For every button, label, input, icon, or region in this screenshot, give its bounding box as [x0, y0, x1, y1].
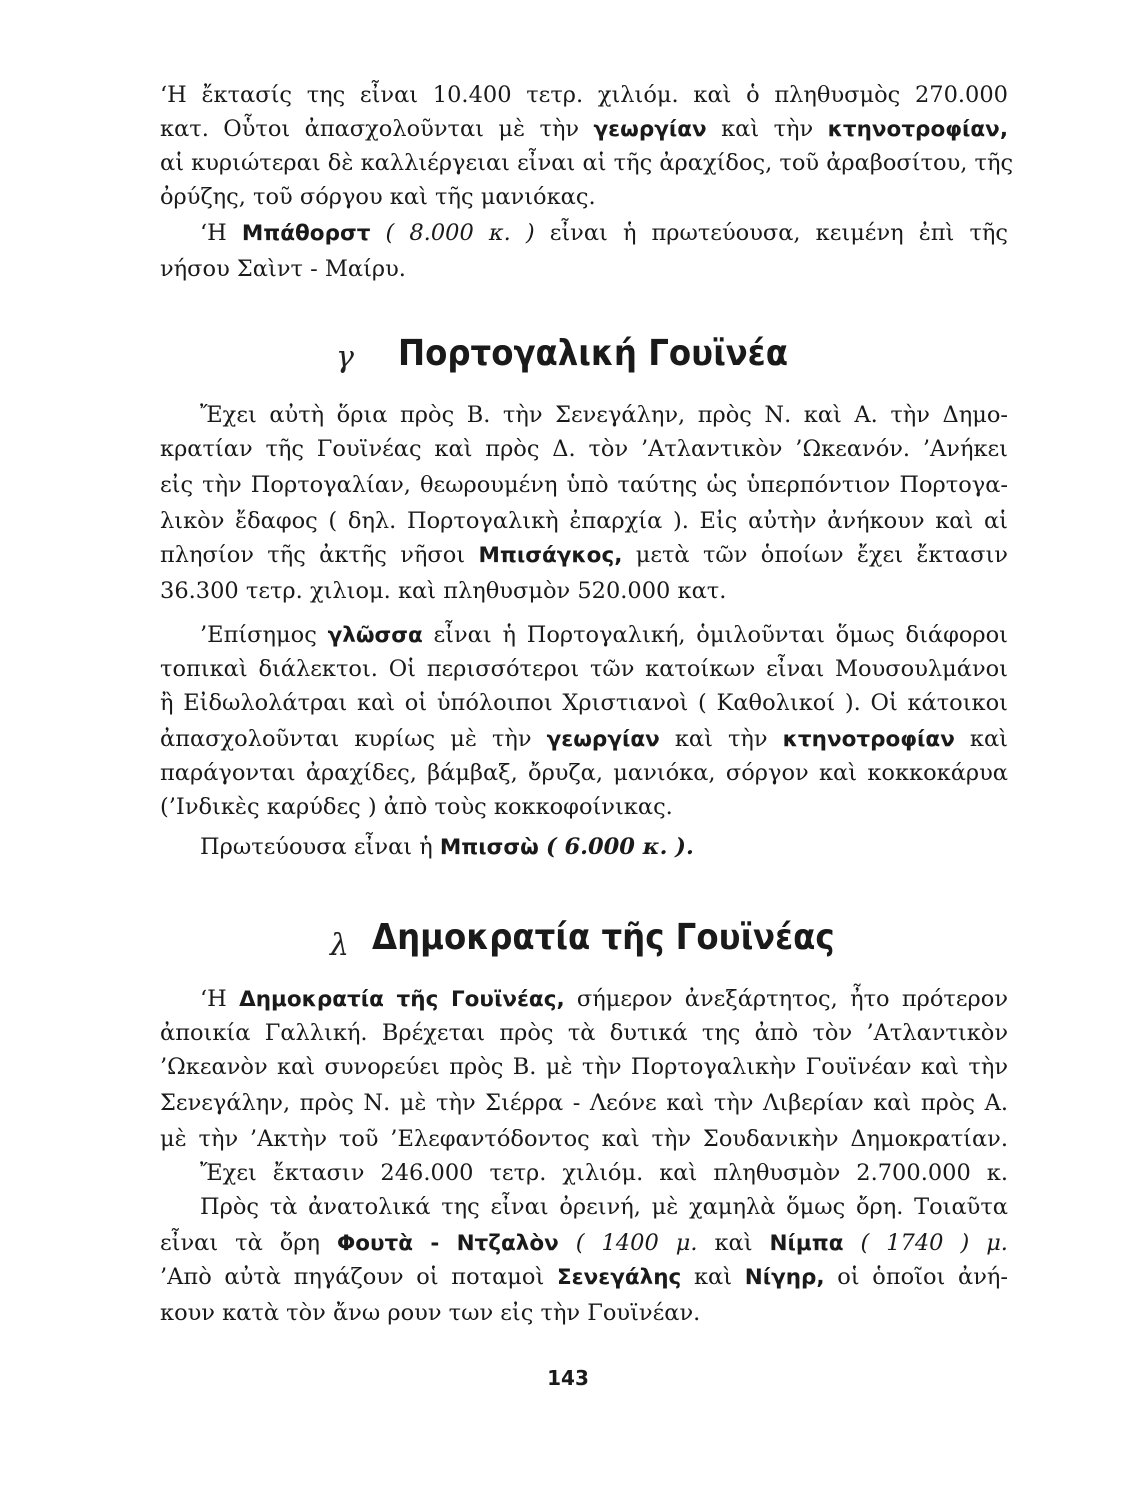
text-line: Σενεγάλην, πρὸς Ν. μὲ τὴν Σιέρρα - Λεόνε καὶ τὴν Λιβερίαν καὶ πρὸς Α. — [160, 1090, 1008, 1116]
text-line: μὲ τὴν ’Ακτὴν τοῦ ’Ελεφαντόδοντος καὶ τὴν Σουδανικὴν Δημοκρατίαν. — [160, 1126, 1008, 1152]
text-line: κουν κατὰ τὸν ἄνω ρουν των εἰς τὴν Γουϊνέαν. — [160, 1300, 701, 1326]
text-line: κατ. Οὗτοι ἀπασχολοῦνται μὲ τὴν γεωργίαν καὶ τὴν κτηνοτροφίαν, — [160, 116, 1008, 142]
text-line: αἱ κυριώτεραι δὲ καλλιέργειαι εἶναι αἱ τῆς ἀραχίδος, τοῦ ἀραβοσίτου, τῆς — [160, 150, 1014, 176]
text-line: 36.300 τετρ. χιλιομ. καὶ πληθυσμὸν 520.000 κατ. — [160, 578, 727, 604]
text-line: τοπικαὶ διάλεκτοι. Οἱ περισσότεροι τῶν κατοίκων εἶναι Μουσουλμάνοι — [160, 656, 1008, 682]
text-line: Ἔχει ἔκτασιν 246.000 τετρ. χιλιόμ. καὶ πληθυσμὸν 2.700.000 κ. — [200, 1160, 1008, 1186]
page-number: 143 — [547, 1366, 589, 1390]
handwritten-margin-mark: λ — [330, 928, 350, 963]
text-line: ’Ωκεανὸν καὶ συνορεύει πρὸς Β. μὲ τὴν Πορτογαλικὴν Γουϊνέαν καὶ τὴν — [160, 1054, 1008, 1080]
text-line: πλησίον τῆς ἀκτῆς νῆσοι Μπισάγκος, μετὰ τῶν ὁποίων ἔχει ἔκτασιν — [160, 542, 1008, 568]
text-line: λικὸν ἔδαφος ( δηλ. Πορτογαλικὴ ἐπαρχία ). Εἰς αὐτὴν ἀνήκουν καὶ αἱ — [160, 508, 1008, 534]
text-line: ‘Η Δημοκρατία τῆς Γουϊνέας, σήμερον ἀνεξάρτητος, ἦτο πρότερον — [200, 986, 1008, 1012]
text-line: ’Επίσημος γλῶσσα εἶναι ἡ Πορτογαλική, ὁμιλοῦνται ὅμως διάφοροι — [200, 622, 1008, 648]
text-line: νήσου Σαὶντ - Μαίρυ. — [160, 256, 406, 282]
text-line: Ἔχει αὐτὴ ὅρια πρὸς Β. τὴν Σενεγάλην, πρὸς Ν. καὶ Α. τὴν Δημο- — [200, 402, 1008, 428]
section-heading: Πορτογαλική Γουϊνέα — [398, 333, 788, 374]
text-line: ὀρύζης, τοῦ σόργου καὶ τῆς μανιόκας. — [160, 184, 596, 210]
text-line: ἢ Εἰδωλολάτραι καὶ οἱ ὑπόλοιποι Χριστιανοὶ ( Καθολικοί ). Οἱ κάτοικοι — [160, 690, 1008, 716]
text-line: ἀπασχολοῦνται κυρίως μὲ τὴν γεωργίαν καὶ τὴν κτηνοτροφίαν καὶ — [160, 726, 1008, 752]
text-line: ’Απὸ αὐτὰ πηγάζουν οἱ ποταμοὶ Σενεγάλης καὶ Νίγηρ, οἱ ὁποῖοι ἀνή- — [160, 1264, 1008, 1290]
section-heading: Δημοκρατία τῆς Γουϊνέας — [372, 917, 835, 958]
text-line: Πρωτεύουσα εἶναι ἡ Μπισσὼ ( 6.000 κ. ). — [200, 834, 694, 860]
handwritten-margin-mark: γ — [336, 340, 354, 375]
text-line: Πρὸς τὰ ἀνατολικά της εἶναι ὀρεινή, μὲ χαμηλὰ ὅμως ὄρη. Τοιαῦτα — [200, 1194, 1008, 1220]
text-line: εἰς τὴν Πορτογαλίαν, θεωρουμένη ὑπὸ ταύτης ὡς ὑπερπόντιον Πορτογα- — [160, 472, 1008, 498]
text-line: ‘Η ἔκτασίς της εἶναι 10.400 τετρ. χιλιόμ. καὶ ὁ πληθυσμὸς 270.000 — [160, 82, 1008, 108]
text-line: παράγονται ἀραχίδες, βάμβαξ, ὄρυζα, μανιόκα, σόργον καὶ κοκκοκάρυα — [160, 760, 1008, 786]
text-line: (’Ινδικὲς καρύδες ) ἀπὸ τοὺς κοκκοφοίνικας. — [160, 794, 673, 820]
text-line: εἶναι τὰ ὄρη Φουτὰ - Ντζαλὸν ( 1400 μ. καὶ Νίμπα ( 1740 ) μ. — [160, 1230, 1008, 1256]
text-line: κρατίαν τῆς Γουϊνέας καὶ πρὸς Δ. τὸν ’Ατλαντικὸν ’Ωκεανόν. ’Ανήκει — [160, 436, 1008, 462]
text-line: ‘Η Μπάθορστ ( 8.000 κ. ) εἶναι ἡ πρωτεύουσα, κειμένη ἐπὶ τῆς — [200, 220, 1008, 246]
text-line: ἀποικία Γαλλική. Βρέχεται πρὸς τὰ δυτικά της ἀπὸ τὸν ’Ατλαντικὸν — [160, 1020, 1008, 1046]
